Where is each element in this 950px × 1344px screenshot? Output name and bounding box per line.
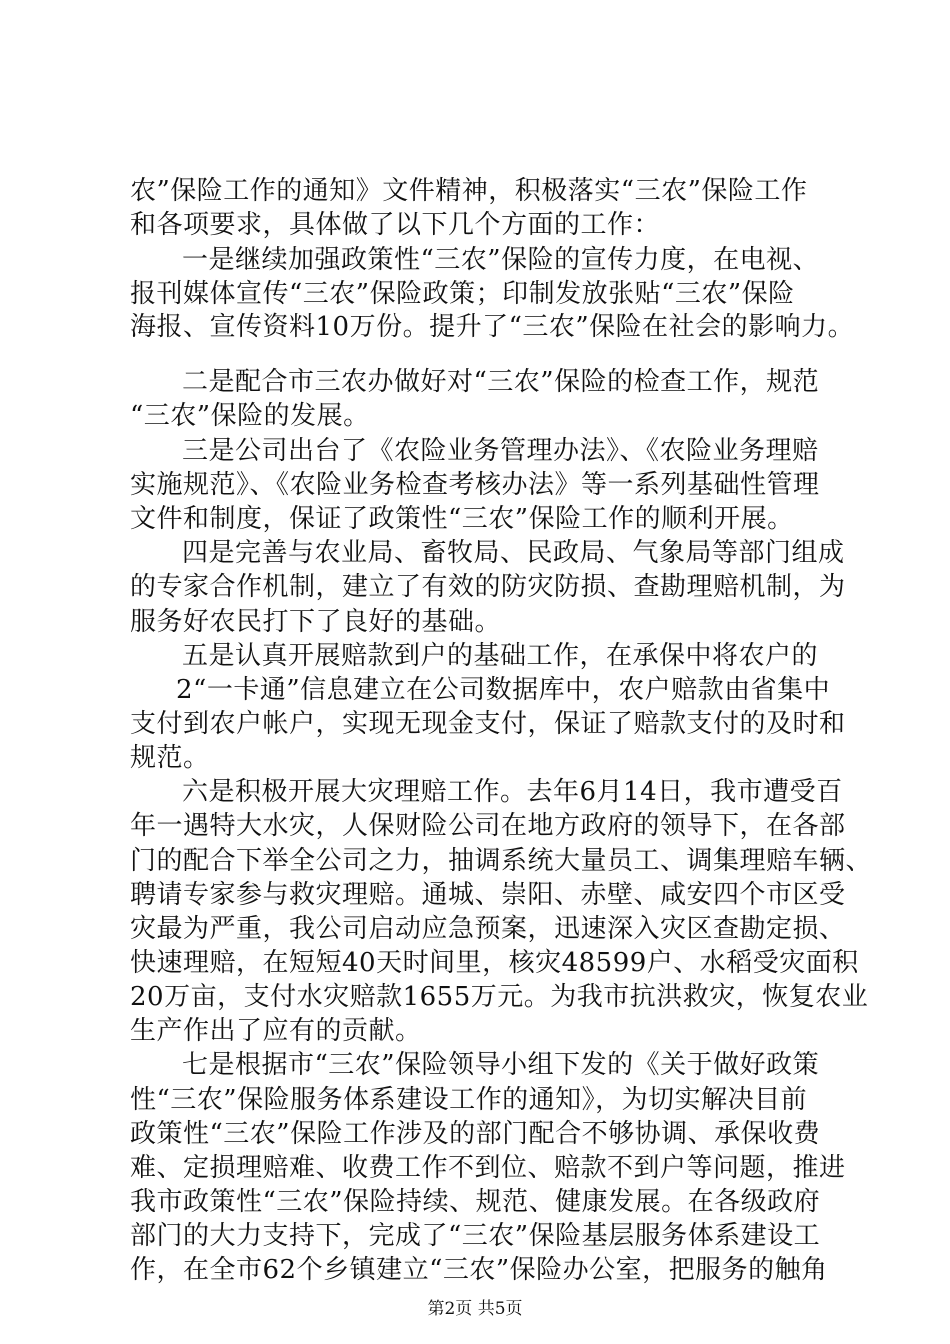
- text-line: 年一遇特大水灾，人保财险公司在地方政府的领导下，在各部: [130, 811, 846, 841]
- text-line: 海报、宣传资料10万份。提升了“三农”保险在社会的影响力。: [130, 312, 855, 342]
- text-line: 难、定损理赔难、收费工作不到位、赔款不到户等问题，推进: [130, 1153, 846, 1183]
- text-line: 五是认真开展赔款到户的基础工作，在承保中将农户的: [182, 641, 819, 671]
- text-line: 门的配合下举全公司之力，抽调系统大量员工、调集理赔车辆、: [130, 846, 873, 876]
- text-line: 三是公司出台了《农险业务管理办法》、《农险业务理赔: [182, 436, 819, 466]
- text-line: 和各项要求，具体做了以下几个方面的工作：: [130, 210, 661, 240]
- text-line: 作，在全市62个乡镇建立“三农”保险办公室，把服务的触角: [130, 1255, 828, 1285]
- text-line: 支付到农户帐户，实现无现金支付，保证了赔款支付的及时和: [130, 709, 846, 739]
- text-line: 二是配合市三农办做好对“三农”保险的检查工作，规范: [182, 367, 820, 397]
- text-line: “三农”保险的发展。: [130, 401, 370, 431]
- text-line: 快速理赔，在短短40天时间里，核灾48599户、水稻受灾面积: [130, 948, 859, 978]
- text-line: 七是根据市“三农”保险领导小组下发的《关于做好政策: [182, 1050, 820, 1080]
- text-line: 生产作出了应有的贡献。: [130, 1016, 422, 1046]
- text-line: 2“一卡通”信息建立在公司数据库中，农户赔款由省集中: [176, 675, 831, 705]
- text-line: 我市政策性“三农”保险持续、规范、健康发展。在各级政府: [130, 1187, 821, 1217]
- text-line: 报刊媒体宣传“三农”保险政策；印制发放张贴“三农”保险: [130, 279, 795, 309]
- text-line: 规范。: [130, 743, 210, 773]
- page-footer: 第2页 共5页: [427, 1299, 523, 1319]
- text-line: 20万亩，支付水灾赔款1655万元。为我市抗洪救灾，恢复农业: [130, 982, 869, 1012]
- text-line: 实施规范》、《农险业务检查考核办法》等一系列基础性管理: [130, 470, 820, 500]
- text-line: 的专家合作机制，建立了有效的防灾防损、查勘理赔机制，为: [130, 572, 846, 602]
- text-line: 灾最为严重，我公司启动应急预案，迅速深入灾区查勘定损、: [130, 914, 846, 944]
- text-line: 部门的大力支持下，完成了“三农”保险基层服务体系建设工: [130, 1221, 821, 1251]
- text-line: 四是完善与农业局、畜牧局、民政局、气象局等部门组成: [182, 538, 845, 568]
- text-line: 一是继续加强政策性“三农”保险的宣传力度，在电视、: [182, 245, 820, 275]
- text-line: 六是积极开展大灾理赔工作。去年6月14日，我市遭受百: [182, 777, 843, 807]
- text-line: 政策性“三农”保险工作涉及的部门配合不够协调、承保收费: [130, 1119, 821, 1149]
- text-line: 服务好农民打下了良好的基础。: [130, 607, 502, 637]
- text-line: 文件和制度，保证了政策性“三农”保险工作的顺利开展。: [130, 504, 794, 534]
- text-line: 性“三农”保险服务体系建设工作的通知》，为切实解决目前: [130, 1085, 808, 1115]
- text-line: 农”保险工作的通知》文件精神，积极落实“三农”保险工作: [130, 176, 808, 206]
- text-line: 聘请专家参与救灾理赔。通城、崇阳、赤壁、咸安四个市区受: [130, 880, 846, 910]
